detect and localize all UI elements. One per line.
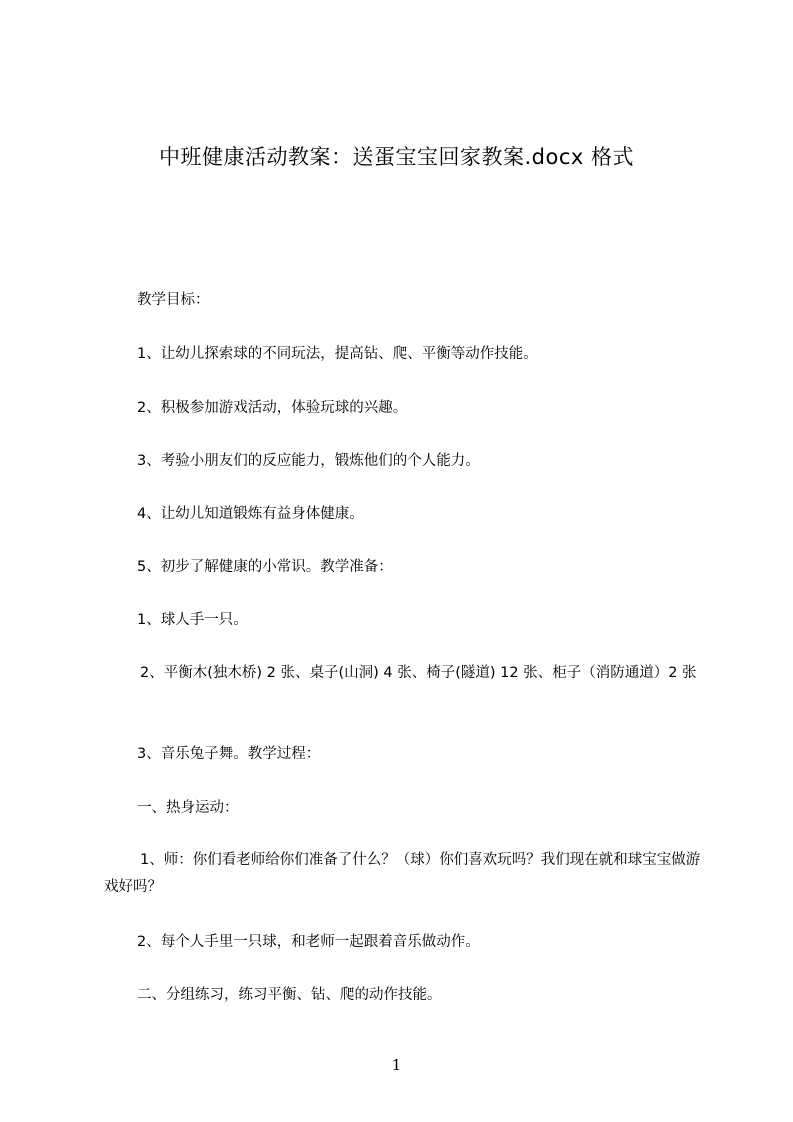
paragraph-goal-2: 2、积极参加游戏活动，体验玩球的兴趣。 [137,400,408,416]
paragraph-goal-5: 5、初步了解健康的小常识。教学准备： [137,559,393,575]
page-number: 1 [391,1056,402,1074]
paragraph-teaching-goals-heading: 教学目标： [137,292,210,308]
paragraph-goal-3: 3、考验小朋友们的反应能力，锻炼他们的个人能力。 [137,453,480,469]
paragraph-warmup-1: 1、师：你们看老师给你们准备了什么？（球）你们喜欢玩吗？我们现在就和球宝宝做游戏好吗？ [104,852,701,895]
document-title: 中班健康活动教案：送蛋宝宝回家教案.docx 格式 [158,145,634,169]
paragraph-prep-2: 2、平衡木(独木桥) 2 张、桌子(山洞) 4 张、椅子(隧道) 12 张、柜子（消防通道）2 张 [140,665,697,681]
paragraph-goal-4: 4、让幼儿知道锻炼有益身体健康。 [137,506,364,522]
paragraph-process-1-heading: 一、热身运动： [137,800,239,816]
paragraph-warmup-2: 2、每个人手里一只球，和老师一起跟着音乐做动作。 [137,934,480,950]
paragraph-prep-1: 1、球人手一只。 [137,612,248,628]
paragraph-process-2-heading: 二、分组练习，练习平衡、钻、爬的动作技能。 [137,987,442,1003]
paragraph-prep-3: 3、音乐兔子舞。教学过程： [137,746,321,762]
paragraph-goal-1: 1、让幼儿探索球的不同玩法，提高钻、爬、平衡等动作技能。 [137,346,538,362]
